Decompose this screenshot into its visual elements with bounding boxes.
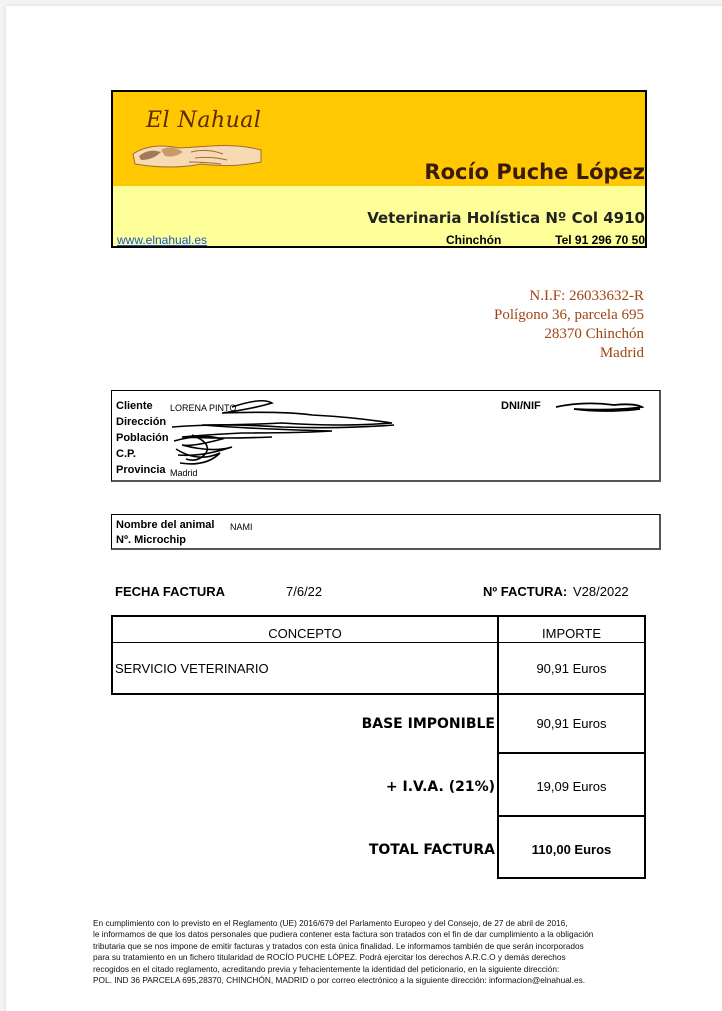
iva-label: + I.V.A. (21%) <box>385 779 495 795</box>
table-top-border <box>111 615 646 617</box>
issuer-postal: 28370 Chinchón <box>544 326 644 342</box>
invoice-number-value: V28/2022 <box>573 584 629 599</box>
table-bottom-border <box>497 877 646 879</box>
issuer-address <box>494 287 644 363</box>
table-right-border <box>644 615 646 879</box>
handshake-logo-icon <box>131 138 263 172</box>
legal-line: para su tratamiento en un fichero titularidad de ROCÍO PUCHE LÓPEZ. Podrá ejercitar los derechos A.R.C.O y demás derechos <box>93 952 566 963</box>
legal-line: le informamos de que los datos personales que pudiera contener esta factura son tratados con el fin de dar cumplimiento a la obligación <box>93 929 594 940</box>
redaction-scribble <box>554 399 644 415</box>
header-banner <box>111 90 647 248</box>
legal-line: En cumplimiento con lo previsto en el Reglamento (UE) 2016/679 del Parlamento Europeo y del Consejo, de 27 de abril de 2016, <box>93 918 568 928</box>
legal-line: tributaria que se nos impone de emitir facturas y tratados con esta única finalidad. Le informamos también de que serán incorporados <box>93 940 584 951</box>
table-iva-line <box>497 815 646 817</box>
base-label: BASE IMPONIBLE <box>361 716 495 732</box>
total-value: 110,00 Euros <box>531 842 612 857</box>
vet-subtitle: Veterinaria Holística Nº Col 4910 <box>367 209 645 227</box>
client-label: Cliente <box>116 400 153 412</box>
logo-text: El Nahual <box>146 108 262 133</box>
invoice-date-value: 7/6/22 <box>286 584 323 599</box>
row-amount: 90,91 Euros <box>536 661 607 676</box>
issuer-region: Madrid <box>599 345 644 361</box>
town-label: Chinchón <box>446 233 502 247</box>
client-box <box>111 390 661 482</box>
address-label: Dirección <box>116 416 167 428</box>
client-value: LORENA PINTO <box>170 403 237 413</box>
postal-code-label: C.P. <box>116 448 136 460</box>
invoice-page <box>6 6 722 1011</box>
redaction-scribble <box>162 393 402 473</box>
animal-box <box>111 514 661 550</box>
province-value: Madrid <box>170 468 198 478</box>
legal-footer <box>93 918 653 986</box>
town-field-label: Población <box>116 432 169 444</box>
legal-line: recogidos en el citado reglamento, acreditando previa y fehacientemente la identidad del peticionario, en la siguiente dirección: <box>93 963 560 974</box>
table-row-line <box>111 693 646 695</box>
legal-line: POL. IND 36 PARCELA 695,28370, CHINCHÓN, MADRID o por correo electrónico a la siguiente dirección: informacion@elnahual.es. <box>93 975 586 986</box>
column-header-concept: CONCEPTO <box>268 626 342 641</box>
province-label: Provincia <box>116 464 166 476</box>
table-divider <box>497 615 499 879</box>
animal-name-value: NAMI <box>230 522 253 532</box>
issuer-street: Polígono 36, parcela 695 <box>494 307 644 323</box>
row-concept: SERVICIO VETERINARIO <box>115 661 269 676</box>
total-label: TOTAL FACTURA <box>368 842 495 858</box>
invoice-date-label: FECHA FACTURA <box>115 584 226 599</box>
animal-name-label: Nombre del animal <box>116 519 215 531</box>
website-link[interactable]: www.elnahual.es <box>117 233 208 247</box>
table-header-line <box>111 642 646 643</box>
microchip-label: Nº. Microchip <box>116 534 187 546</box>
base-value: 90,91 Euros <box>536 716 607 731</box>
issuer-nif: N.I.F: 26033632-R <box>529 288 644 304</box>
invoice-number-label: Nº FACTURA: <box>483 584 568 599</box>
column-header-amount: IMPORTE <box>542 626 601 641</box>
dni-label: DNI/NIF <box>501 400 541 412</box>
vet-name: Rocío Puche López <box>424 160 645 184</box>
phone-label: Tel 91 296 70 50 <box>555 233 645 247</box>
iva-value: 19,09 Euros <box>536 779 607 794</box>
table-base-line <box>497 752 646 754</box>
